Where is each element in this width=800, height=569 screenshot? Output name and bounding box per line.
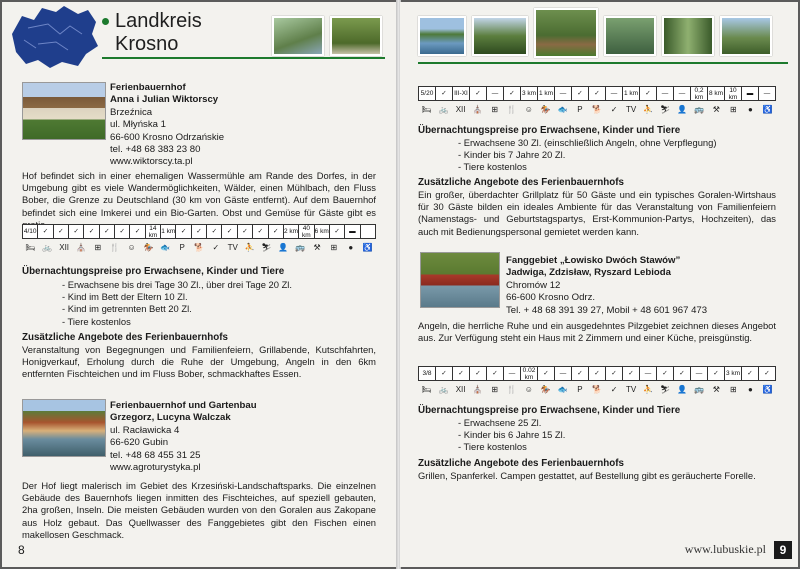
entry3-name1: Fanggebiet „Łowisko Dwóch Stawów”	[506, 255, 681, 266]
amenity-icon: ●	[348, 242, 354, 252]
amenity-icon: 🚌	[694, 384, 705, 394]
amenity-cell: ✓	[764, 370, 770, 377]
amenity-cell: ✓	[330, 225, 345, 238]
price-item: - Erwachsene 30 Zl. (einschließlich Angeln, ohne Verpflegung)	[458, 137, 717, 148]
entry2-name2: Grzegorz, Lucyna Walczak	[110, 412, 231, 424]
prices-heading-a: Übernachtungspreise pro Erwachsene, Kinder und Tiere	[418, 125, 681, 136]
amenity-icon: ⚒	[712, 104, 720, 114]
amenity-cell: ✓	[640, 87, 657, 100]
price-item: - Erwachsene bis drei Tage 30 Zl., über drei Tage 20 Zl.	[62, 279, 292, 290]
amenity-cell: 1 km	[538, 87, 555, 100]
amenity-icon: ●	[747, 104, 753, 114]
entry3-prices-heading: Übernachtungspreise pro Erwachsene, Kinder und Tiere	[418, 405, 681, 416]
amenity-cell: ✓	[436, 87, 453, 100]
amenity-icon: 🏇	[540, 384, 551, 394]
entry3-name2: Jadwiga, Zdzisław, Ryszard Lebioda	[506, 267, 671, 279]
amenities-grid-row1	[22, 224, 376, 239]
amenity-cell: ✓	[742, 367, 759, 380]
amenity-icon: ⛪	[472, 384, 483, 394]
extras-a: Ein großer, überdachter Grillplatz für 50 Gäste und ein typisches Goralen-Wirtshaus für 30 Gäste bilden ein ideales Ambiente für das Veranstaltung von Familienfeiern (Namenstags- und Geburtstagspartys, Erst-Kommunion-Partys, Hochzeiten), das auch mit Bedienungspersonal gemietet werden kann.	[418, 189, 776, 237]
entry2-tel: tel. +48 68 455 31 25	[110, 449, 201, 461]
amenity-cell: ✓	[589, 87, 606, 100]
amenity-icon: 🐟	[557, 384, 568, 394]
entry1-name1: Ferienbauernhof	[110, 82, 186, 93]
entry1-tel: tel. +48 68 383 23 80	[110, 144, 201, 156]
right-page	[400, 2, 798, 567]
amenity-icon: ⛷	[261, 242, 272, 252]
amenity-icon: ⊞	[491, 104, 499, 114]
entry2-name1: Ferienbauernhof und Gartenbau	[110, 400, 257, 411]
amenity-icon: ⛪	[76, 242, 86, 252]
photo-horse	[330, 16, 382, 56]
photo-water-plants	[604, 16, 656, 56]
amenity-cell: ✓	[623, 367, 640, 380]
amenity-icon: ✓	[212, 242, 220, 252]
amenity-cell: ✓	[222, 225, 237, 238]
amenity-icon: ♿	[762, 384, 773, 394]
entry1-extras-heading: Zusätzliche Angebote des Ferienbauernhofs	[22, 332, 228, 343]
amenity-icon: ⚒	[712, 384, 720, 394]
entry1-description: Hof befindet sich in einer ehemaligen Wassermühle am Rande des Dorfes, in der Umgebung gibt es viele Wandermöglichkeiten, Wälder, einen Mühlbach, den Fluss Bober, die Grenze zu Deutschland (30 km von Gäste entfernt). Auf dem Bauernhof befindet sich eine Imkerei und ein Bio-Garten. Obst und Gemüse für Gäste gibt es	[22, 170, 376, 218]
amenity-cell	[361, 225, 375, 238]
amenity-cell: 5/20	[419, 87, 436, 100]
amenity-cell: —	[691, 367, 708, 380]
photo-lake	[418, 16, 466, 56]
amenity-cell: ✓	[253, 225, 268, 238]
amenity-icon: ⛹	[643, 384, 654, 394]
amenity-cell: 14 km	[146, 225, 161, 238]
amenity-icon: 🍴	[506, 104, 517, 114]
amenity-icon: TV	[625, 104, 637, 114]
price-item: - Tiere kostenlos	[62, 315, 131, 327]
header-rule	[102, 57, 385, 59]
amenity-icon: 🛏	[25, 242, 36, 252]
amenity-cell: ✓	[115, 225, 130, 238]
amenity-cell: ✓	[192, 225, 207, 238]
amenity-cell: ✓	[470, 367, 487, 380]
amenity-icon: ⊞	[730, 384, 737, 394]
price-item: - Tiere kostenlos	[458, 161, 527, 173]
amenity-cell: —	[606, 87, 623, 100]
amenity-cell: III-XI	[453, 87, 470, 100]
amenity-cell: ▬	[345, 225, 360, 238]
amenity-icon: P	[577, 384, 583, 394]
amenity-cell: ✓	[69, 225, 84, 238]
amenity-cell: 10 km	[725, 87, 742, 100]
amenity-icon: ⛹	[244, 242, 255, 252]
entry3-city: 66-600 Krosno Odrz.	[506, 292, 596, 304]
amenity-icon: 🚌	[694, 104, 705, 114]
amenity-cell: ✓	[238, 225, 253, 238]
amenity-cell: —	[555, 367, 572, 380]
amenity-cell: ▬	[742, 87, 759, 100]
entry1-extras: Veranstaltung von Begegnungen und Familienfeiern, Grillabende, Kutschfahrten, Honigverkauf, Erholung durch die Ruhe der Umgebung, Angeln in den 6km entfernten Fischteichen und im Fluss Bober, schmackhaftes Essen.	[22, 344, 376, 380]
prices-list-a	[458, 137, 716, 174]
amenity-icon: 🚲	[42, 242, 53, 252]
amenity-icon: 🐕	[592, 384, 602, 394]
region-title-line2: Krosno	[115, 33, 179, 55]
amenity-cell: ✓	[504, 87, 521, 100]
farm-photo-wiktorscy	[22, 82, 106, 140]
entry2-street: ul. Racławicka 4	[110, 424, 180, 436]
amenity-cell: 40 km	[299, 225, 314, 238]
amenity-cell: ✓	[708, 367, 725, 380]
amenity-icon: 👤	[278, 242, 289, 252]
amenity-icon: ⛪	[472, 104, 483, 114]
amenity-cell: 1 km	[161, 225, 176, 238]
entry1-name2: Anna i Julian Wiktorscy	[110, 94, 219, 106]
amenity-icon: 🏇	[143, 242, 154, 252]
amenity-cell: 4/10	[23, 225, 38, 238]
amenity-icon: 👤	[677, 384, 688, 394]
entry1-prices-list	[62, 279, 292, 328]
amenity-icon: ⛷	[660, 104, 671, 114]
amenity-cell: ✓	[84, 225, 99, 238]
photo-birches	[662, 16, 714, 56]
amenity-icon: 🐟	[557, 104, 568, 114]
amenities-icon-row-entry3	[418, 382, 776, 396]
amenity-cell: ✓	[176, 225, 191, 238]
entry2-web[interactable]: www.agroturystyka.pl	[110, 462, 201, 474]
entry3-prices-list	[458, 417, 565, 454]
amenity-icon: ☺	[524, 104, 533, 114]
amenity-icon: 🏇	[540, 104, 551, 114]
entry1-place: Brzeźnica	[110, 106, 153, 118]
amenity-icon: ⛹	[643, 104, 654, 114]
amenity-icon: 🛏	[421, 384, 432, 394]
amenity-cell: —	[657, 87, 674, 100]
bullet-icon	[102, 18, 109, 25]
amenity-cell: 0,2 km	[691, 87, 708, 100]
amenity-icon: 🚌	[295, 242, 306, 252]
amenity-cell: 0.02 km	[521, 367, 538, 380]
price-item: - Kind im Bett der Eltern 10 Zl.	[62, 291, 188, 303]
amenity-cell: ✓	[572, 367, 589, 380]
farm-photo-walczak	[22, 399, 106, 457]
amenity-icon: ♿	[762, 104, 773, 114]
amenities-icon-row-a	[418, 102, 776, 116]
entry1-city: 66-600 Krosno Odrzańskie	[110, 131, 225, 143]
page-number-right: 9	[774, 541, 792, 559]
amenity-cell: ✓	[207, 225, 222, 238]
amenity-icon: ♿	[362, 242, 373, 252]
amenity-cell: 8 km	[708, 87, 725, 100]
amenity-icon: 🛏	[421, 104, 432, 114]
amenity-cell: ✓	[436, 367, 453, 380]
entry1-prices-heading: Übernachtungspreise pro Erwachsene, Kinder und Tiere	[22, 266, 285, 277]
amenity-cell: ✓	[606, 367, 623, 380]
price-item: - Erwachsene 25 Zl.	[458, 417, 542, 428]
amenity-icon: XII	[455, 104, 466, 114]
amenity-cell: ✓	[453, 367, 470, 380]
amenity-cell: 1 km	[623, 87, 640, 100]
amenity-icon: ⛷	[660, 384, 671, 394]
entry1-address	[110, 82, 224, 169]
amenity-icon: 🐕	[592, 104, 602, 114]
amenity-cell: ✓	[657, 367, 674, 380]
extras-heading-a: Zusätzliche Angebote des Ferienbauernhofs	[418, 177, 624, 188]
photo-riders	[534, 8, 598, 58]
amenity-cell: ✓	[100, 225, 115, 238]
amenity-icon: 👤	[677, 104, 688, 114]
entry2-address	[110, 400, 257, 474]
price-item: - Tiere kostenlos	[458, 441, 527, 453]
amenity-cell: 2 km	[284, 225, 299, 238]
amenity-icon: ☺	[127, 242, 136, 252]
amenity-cell: ✓	[38, 225, 53, 238]
amenity-cell: —	[487, 87, 504, 100]
amenity-icon: 🚲	[438, 104, 449, 114]
entry2-city: 66-620 Gubin	[110, 437, 169, 449]
amenity-cell: ✓	[674, 367, 691, 380]
amenity-cell: 6 km	[315, 225, 330, 238]
amenity-cell: 3/8	[419, 367, 436, 380]
amenity-cell: ✓	[470, 87, 487, 100]
amenity-cell: —	[555, 87, 572, 100]
photo-greenhouse	[272, 16, 324, 56]
amenity-icon: ✓	[610, 384, 618, 394]
amenity-icon: ⚒	[313, 242, 321, 252]
entry2-description: Der Hof liegt malerisch im Gebiet des Krzesiński-Landschaftsparks. Die einzelnen Gebäude des Bauernhofs liegen inmitten des Fischteiches, auf speziell gebauten, 2ha großen, Inseln. Die meisten Gebäuden wurden von den Goralen aus Zakopane aus Holz gebaut. Das Quellwasser des Fanggebietes gibt den Fischen einen makellosen Geschmack.	[22, 480, 376, 540]
amenity-icon: ⊞	[730, 104, 737, 114]
amenity-icon: P	[179, 242, 185, 252]
amenity-icon: TV	[227, 242, 238, 252]
left-page	[2, 2, 397, 567]
amenity-cell: —	[504, 367, 521, 380]
price-item: - Kinder bis 7 Jahre 20 Zl.	[458, 149, 566, 161]
amenity-icon: P	[577, 104, 583, 114]
region-title	[102, 10, 202, 56]
amenity-cell: ✓	[487, 367, 504, 380]
amenity-cell: —	[674, 87, 691, 100]
entry3-address	[506, 255, 707, 317]
amenity-icon: ⊞	[330, 242, 338, 252]
amenities-icon-row	[22, 240, 376, 254]
amenity-cell: ✓	[269, 225, 284, 238]
region-title-line1: Landkreis	[115, 10, 202, 32]
entry1-web[interactable]: www.wiktorscy.ta.pl	[110, 156, 193, 168]
price-item: - Kind im getrennten Bett 20 Zl.	[62, 303, 192, 315]
amenity-icon: 🚲	[438, 384, 449, 394]
price-item: - Kinder bis 6 Jahre 15 Zl.	[458, 429, 566, 441]
amenity-icon: TV	[625, 384, 637, 394]
amenity-cell: ✓	[130, 225, 145, 238]
entry3-tel: Tel. + 48 68 391 39 27, Mobil + 48 601 967 473	[506, 304, 708, 316]
amenity-cell: ✓	[572, 87, 589, 100]
amenity-icon: ⊞	[491, 384, 499, 394]
amenity-cell: 3 km	[521, 87, 538, 100]
amenity-icon: 🍴	[109, 242, 120, 252]
amenity-icon: ✓	[610, 104, 618, 114]
amenity-cell: ✓	[538, 367, 555, 380]
amenity-cell: 3 km	[725, 367, 742, 380]
page-number-left: 8	[18, 543, 25, 557]
amenity-icon: XII	[455, 384, 466, 394]
photo-forest	[472, 16, 528, 56]
amenity-cell: —	[640, 367, 657, 380]
amenities-grid-row1-a	[418, 86, 776, 101]
header-rule-right	[418, 62, 788, 64]
fishery-photo	[420, 252, 500, 308]
entry1-street: ul. Młyńska 1	[110, 119, 166, 131]
entry3-description: Angeln, die herrliche Ruhe und ein ausgedehntes Pilzgebiet zeichnen dieses Angebot aus. Zur Verfügung steht ein Haus mit 2 Zimmern und einer Küche, preisgünstig.	[418, 320, 776, 344]
entry3-extras: Grillen, Spanferkel. Campen gestattet, auf Bestellung gibt es geräucherte Forelle.	[418, 470, 756, 481]
amenity-icon: 🐟	[160, 242, 171, 252]
amenities-grid-row1-entry3	[418, 366, 776, 381]
amenity-icon: 🍴	[506, 384, 517, 394]
amenity-icon: ●	[747, 384, 753, 394]
entry3-street: Chromów 12	[506, 279, 561, 291]
region-map-icon	[8, 4, 100, 70]
amenity-icon: ⊞	[94, 242, 102, 252]
amenity-icon: XII	[59, 242, 70, 252]
amenity-cell: ✓	[54, 225, 69, 238]
photo-meadow	[720, 16, 772, 56]
website-url[interactable]: www.lubuskie.pl	[684, 542, 766, 556]
amenity-icon: ☺	[524, 384, 533, 394]
entry3-extras-heading: Zusätzliche Angebote des Ferienbauernhofs	[418, 458, 624, 469]
amenity-icon: 🐕	[194, 242, 204, 252]
amenity-cell: —	[763, 90, 771, 97]
amenity-cell: ✓	[589, 367, 606, 380]
